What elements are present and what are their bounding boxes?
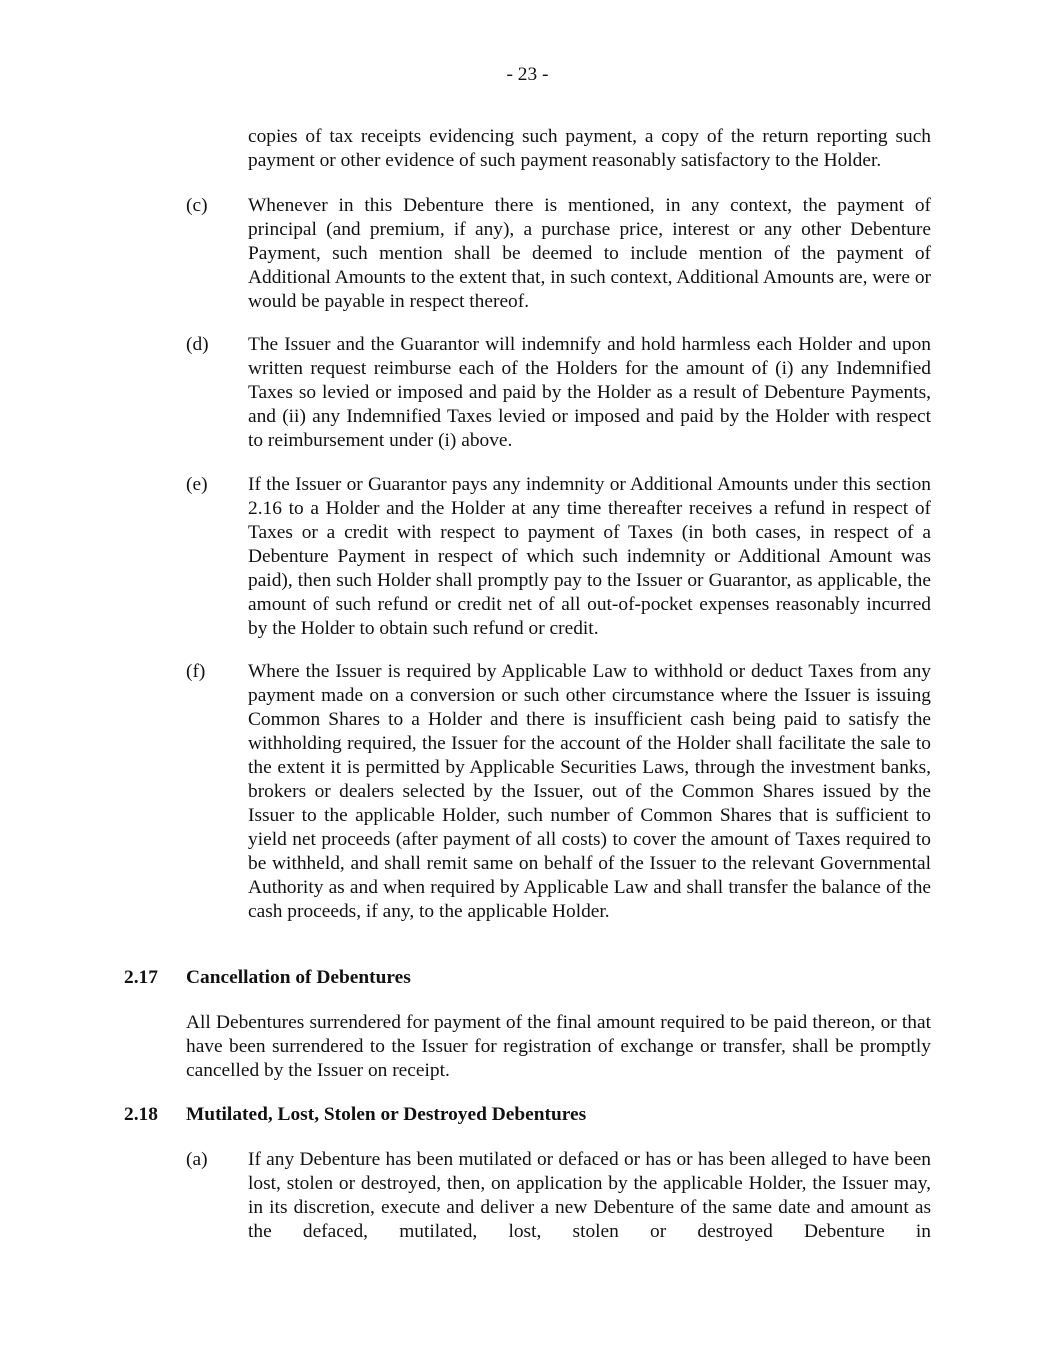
item-label-e: (e)	[186, 474, 208, 495]
item-text-a: If any Debenture has been mutilated or defaced or has or has been alleged to have been lost, stolen or destroyed, then, on application by the applicable Holder, the Issuer may, in its discretion, execute and deliver a new Debenture of the same date and amount as the defaced, mutilated, lost, stolen or destroyed Debenture in	[248, 1149, 931, 1242]
item-text-c: Whenever in this Debenture there is mentioned, in any context, the payment of principal (and premium, if any), a purchase price, interest or any other Debenture Payment, such mention shall be deemed to include mention of the payment of Additional Amounts to the extent that, in such context, Additional Amounts are, were or would be payable in respect thereof.	[248, 195, 931, 312]
item-label-d: (d)	[186, 334, 209, 355]
item-label-f: (f)	[186, 661, 206, 682]
item-text-f: Where the Issuer is required by Applicable Law to withhold or deduct Taxes from any payment made on a conversion or such other circumstance where the Issuer is issuing Common Shares to a Holder and there is insufficient cash being paid to satisfy the withholding required, the Issuer for the account of the Holder shall facilitate the sale to the extent it is permitted by Applicable Securities Laws, through the investment banks, brokers or dealers selected by the Issuer, out of the Common Shares issued by the Issuer to the applicable Holder, such number of Common Shares that is sufficient to yield net proceeds (after payment of all costs) to cover the amount of Taxes required to be withheld, and shall remit same on behalf of the Issuer to the relevant Governmental Authority as and when required by Applicable Law and shall transfer the balance of the cash proceeds, if any, to the applicable Holder.	[248, 661, 931, 922]
continuation-paragraph: copies of tax receipts evidencing such payment, a copy of the return reporting such payment or other evidence of such payment reasonably satisfactory to the Holder.	[248, 126, 931, 171]
section-218-number: 2.18	[124, 1104, 158, 1125]
item-label-c: (c)	[186, 195, 208, 216]
section-218-title: Mutilated, Lost, Stolen or Destroyed Debentures	[186, 1104, 587, 1125]
item-text-e: If the Issuer or Guarantor pays any indemnity or Additional Amounts under this section 2.16 to a Holder and the Holder at any time thereafter receives a refund in respect of Taxes or a credit with respect to payment of Taxes (in both cases, in respect of a Debenture Payment in respect of which such indemnity or Additional Amount was paid), then such Holder shall promptly pay to the Issuer or Guarantor, as applicable, the amount of such refund or credit net of all out-of-pocket expenses reasonably incurred by the Holder to obtain such refund or credit.	[248, 474, 931, 639]
section-217-body: All Debentures surrendered for payment of the final amount required to be paid thereon, or that have been surrendered to the Issuer for registration of exchange or transfer, shall be promptly cancelled by the Issuer on receipt.	[186, 1012, 931, 1081]
section-217-title: Cancellation of Debentures	[186, 967, 411, 988]
section-217-number: 2.17	[124, 967, 158, 988]
page-number: - 23 -	[506, 64, 549, 85]
item-label-a: (a)	[186, 1149, 208, 1170]
item-text-d: The Issuer and the Guarantor will indemnify and hold harmless each Holder and upon written request reimburse each of the Holders for the amount of (i) any Indemnified Taxes so levied or imposed and paid by the Holder as a result of Debenture Payments, and (ii) any Indemnified Taxes levied or imposed and paid by the Holder with respect to reimbursement under (i) above.	[248, 334, 931, 451]
